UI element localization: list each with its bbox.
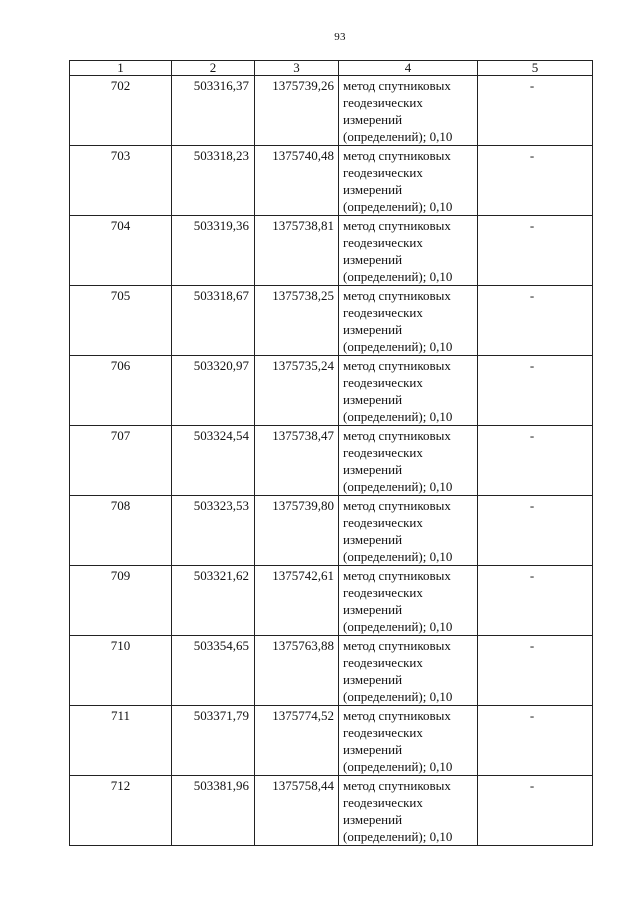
method-line: (определений); 0,10 xyxy=(343,409,453,424)
method-line: измерений xyxy=(343,322,403,337)
method-line: геодезических xyxy=(343,375,423,390)
method-line: (определений); 0,10 xyxy=(343,829,453,844)
point-number-cell: 702 xyxy=(70,76,172,146)
table-row xyxy=(70,496,593,566)
x-coordinate-cell: 503324,54 xyxy=(172,426,255,496)
y-coordinate-cell: 1375740,48 xyxy=(255,146,339,216)
note-cell: - xyxy=(478,356,593,426)
y-coordinate-cell: 1375774,52 xyxy=(255,706,339,776)
table-row xyxy=(70,356,593,426)
x-coordinate-cell: 503318,67 xyxy=(172,286,255,356)
method-cell xyxy=(339,566,478,636)
method-line: метод спутниковых xyxy=(343,148,451,163)
method-cell xyxy=(339,426,478,496)
y-coordinate-cell: 1375739,80 xyxy=(255,496,339,566)
column-header-1: 1 xyxy=(70,61,172,76)
method-line: геодезических xyxy=(343,725,423,740)
point-number-cell: 708 xyxy=(70,496,172,566)
method-line: геодезических xyxy=(343,795,423,810)
method-line: метод спутниковых xyxy=(343,778,451,793)
column-header-3: 3 xyxy=(255,61,339,76)
x-coordinate-cell: 503320,97 xyxy=(172,356,255,426)
point-number-cell: 709 xyxy=(70,566,172,636)
method-line: измерений xyxy=(343,812,403,827)
method-line: (определений); 0,10 xyxy=(343,689,453,704)
page-number: 93 xyxy=(334,31,346,43)
method-cell xyxy=(339,356,478,426)
x-coordinate-cell: 503318,23 xyxy=(172,146,255,216)
method-cell xyxy=(339,496,478,566)
table-row xyxy=(70,566,593,636)
table-body xyxy=(70,76,593,846)
method-cell xyxy=(339,286,478,356)
method-line: метод спутниковых xyxy=(343,78,451,93)
method-line: измерений xyxy=(343,742,403,757)
x-coordinate-cell: 503381,96 xyxy=(172,776,255,846)
x-coordinate-cell: 503354,65 xyxy=(172,636,255,706)
table-row xyxy=(70,706,593,776)
coordinates-table xyxy=(69,60,593,846)
y-coordinate-cell: 1375738,81 xyxy=(255,216,339,286)
method-cell xyxy=(339,706,478,776)
method-line: геодезических xyxy=(343,585,423,600)
table-row xyxy=(70,76,593,146)
method-line: геодезических xyxy=(343,95,423,110)
method-line: метод спутниковых xyxy=(343,288,451,303)
method-cell xyxy=(339,776,478,846)
note-cell: - xyxy=(478,76,593,146)
column-header-5: 5 xyxy=(478,61,593,76)
method-line: (определений); 0,10 xyxy=(343,129,453,144)
y-coordinate-cell: 1375763,88 xyxy=(255,636,339,706)
method-line: измерений xyxy=(343,182,403,197)
x-coordinate-cell: 503316,37 xyxy=(172,76,255,146)
method-line: (определений); 0,10 xyxy=(343,759,453,774)
method-line: геодезических xyxy=(343,515,423,530)
method-line: измерений xyxy=(343,462,403,477)
method-line: измерений xyxy=(343,532,403,547)
point-number-cell: 710 xyxy=(70,636,172,706)
method-cell xyxy=(339,216,478,286)
method-cell xyxy=(339,636,478,706)
table-row xyxy=(70,636,593,706)
method-line: (определений); 0,10 xyxy=(343,269,453,284)
x-coordinate-cell: 503319,36 xyxy=(172,216,255,286)
x-coordinate-cell: 503321,62 xyxy=(172,566,255,636)
y-coordinate-cell: 1375742,61 xyxy=(255,566,339,636)
method-line: геодезических xyxy=(343,235,423,250)
point-number-cell: 704 xyxy=(70,216,172,286)
method-line: метод спутниковых xyxy=(343,498,451,513)
method-line: метод спутниковых xyxy=(343,568,451,583)
note-cell: - xyxy=(478,776,593,846)
note-cell: - xyxy=(478,146,593,216)
method-line: (определений); 0,10 xyxy=(343,549,453,564)
table-row xyxy=(70,286,593,356)
y-coordinate-cell: 1375735,24 xyxy=(255,356,339,426)
x-coordinate-cell: 503323,53 xyxy=(172,496,255,566)
method-line: геодезических xyxy=(343,655,423,670)
y-coordinate-cell: 1375738,47 xyxy=(255,426,339,496)
method-line: (определений); 0,10 xyxy=(343,339,453,354)
y-coordinate-cell: 1375739,26 xyxy=(255,76,339,146)
method-line: метод спутниковых xyxy=(343,218,451,233)
column-header-4: 4 xyxy=(339,61,478,76)
method-line: геодезических xyxy=(343,445,423,460)
method-line: (определений); 0,10 xyxy=(343,619,453,634)
method-line: измерений xyxy=(343,602,403,617)
note-cell: - xyxy=(478,426,593,496)
note-cell: - xyxy=(478,286,593,356)
note-cell: - xyxy=(478,566,593,636)
method-line: геодезических xyxy=(343,305,423,320)
method-line: измерений xyxy=(343,252,403,267)
method-line: измерений xyxy=(343,672,403,687)
method-line: метод спутниковых xyxy=(343,428,451,443)
table-row xyxy=(70,776,593,846)
table-header-row xyxy=(70,61,593,76)
note-cell: - xyxy=(478,496,593,566)
method-line: измерений xyxy=(343,112,403,127)
method-cell xyxy=(339,76,478,146)
method-line: (определений); 0,10 xyxy=(343,199,453,214)
table-row xyxy=(70,216,593,286)
point-number-cell: 706 xyxy=(70,356,172,426)
column-header-2: 2 xyxy=(172,61,255,76)
y-coordinate-cell: 1375738,25 xyxy=(255,286,339,356)
method-line: метод спутниковых xyxy=(343,708,451,723)
method-line: метод спутниковых xyxy=(343,358,451,373)
point-number-cell: 705 xyxy=(70,286,172,356)
method-line: геодезических xyxy=(343,165,423,180)
point-number-cell: 703 xyxy=(70,146,172,216)
y-coordinate-cell: 1375758,44 xyxy=(255,776,339,846)
x-coordinate-cell: 503371,79 xyxy=(172,706,255,776)
note-cell: - xyxy=(478,216,593,286)
method-cell xyxy=(339,146,478,216)
method-line: метод спутниковых xyxy=(343,638,451,653)
table-row xyxy=(70,146,593,216)
method-line: (определений); 0,10 xyxy=(343,479,453,494)
point-number-cell: 712 xyxy=(70,776,172,846)
table-row xyxy=(70,426,593,496)
note-cell: - xyxy=(478,636,593,706)
point-number-cell: 707 xyxy=(70,426,172,496)
point-number-cell: 711 xyxy=(70,706,172,776)
method-line: измерений xyxy=(343,392,403,407)
note-cell: - xyxy=(478,706,593,776)
